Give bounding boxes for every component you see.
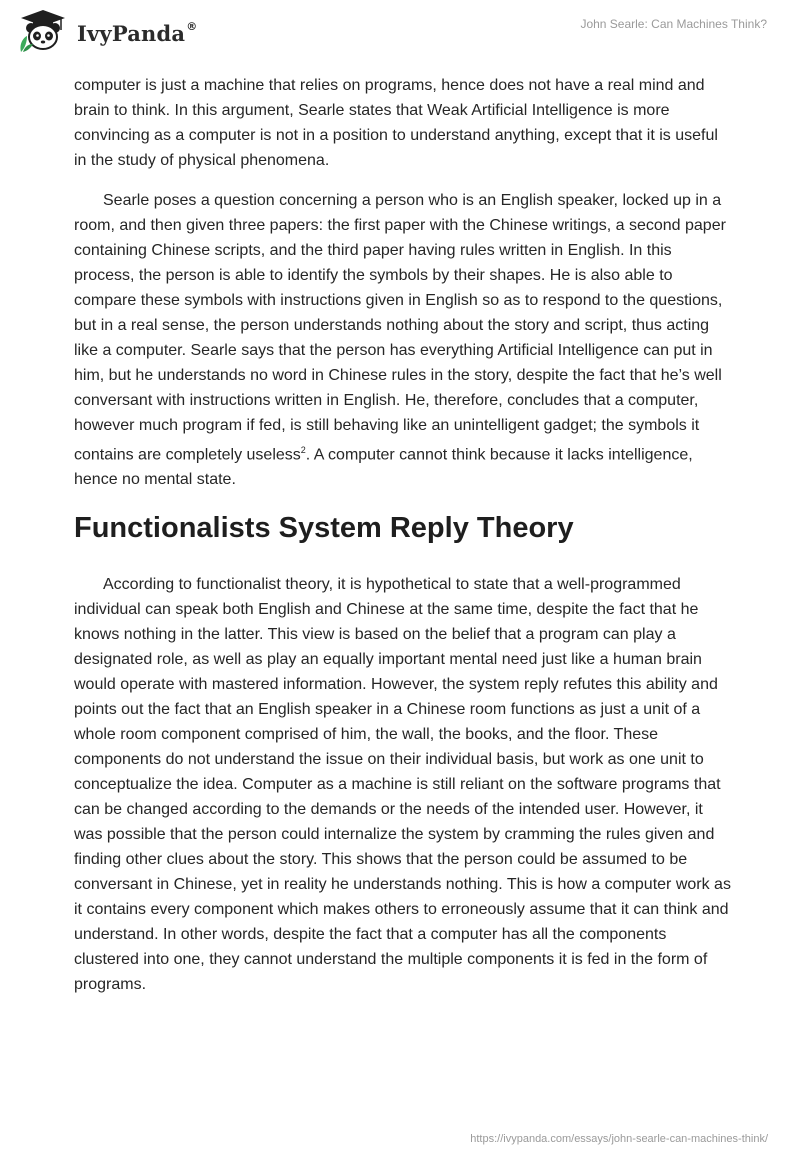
brand-name: IvyPanda® [77, 19, 198, 46]
paragraph-3: According to functionalist theory, it is hypothetical to state that a well-programmed individual can speak both English and Chinese at the same time, despite the fact that he knows nothing in the latter. This view is based on the belief that a program can play a designated role, as well as play an equally important mental need just like a human brain would operate with mastered information. However, the system reply refutes this ability and points out the fact that an English speaker in a Chinese room functions as just a unit of a whole room component comprised of him, the wall, the books, and the floor. These components do not understand the issue on their individual basis, but work as one unit to conceptualize the idea. Computer as a machine is still reliant on the software programs that can be changed according to the demands or the needs of the intended user. However, it was possible that the person could internalize the system by cramming the rules given and finding other clues about the story. This shows that the person could be assumed to be conversant in Chinese, yet in reality he understands nothing. This is how a computer work as it contains every component which makes others to erroneously assume that it can think and understand. In other words, despite the fact that a computer has all the components clustered into one, they cannot understand the multiple components it is fed in the form of programs. [74, 576, 731, 994]
source-url[interactable]: https://ivypanda.com/essays/john-searle-can-machines-think/ [470, 1133, 768, 1145]
paragraph-2 [74, 188, 734, 492]
document-title: John Searle: Can Machines Think? [580, 17, 767, 31]
footnote-reference[interactable]: 2 [300, 445, 306, 455]
paragraph-2-end: . A computer cannot think because it lacks intelligence, hence no mental state. [74, 446, 693, 489]
panda-graduation-cap-icon [15, 8, 71, 54]
ivypanda-logo[interactable] [15, 8, 197, 54]
page-header [0, 0, 800, 64]
essay-content [74, 73, 734, 1011]
paragraph-1: computer is just a machine that relies on programs, hence does not have a real mind and brain to think. In this argument, Searle states that Weak Artificial Intelligence is more convincing as a computer is not in a position to understand anything, except that it is useful in the study of physical phenomena. [74, 77, 718, 169]
paragraph-2-text: Searle poses a question concerning a person who is an English speaker, locked up in a room, and then given three papers: the first paper with the Chinese writings, a second paper containing Chinese scripts, and the third paper having rules written in English. In this process, the person is able to identify the symbols by their shapes. He is also able to compare these symbols with instructions given in English so as to respond to the questions, but in a real sense, the person understands nothing about the story and script, thus acting like a computer. Searle says that the person has everything Artificial Intelligence can put in him, but he understands no word in Chinese rules in the story, despite the fact that he’s well conversant with instructions written in English. He, therefore, concludes that a computer, however much program if fed, is still behaving like an unintelligent gadget; the symbols it contains are completely useless [74, 192, 726, 464]
trademark-symbol: ® [186, 19, 198, 33]
section-heading: Functionalists System Reply Theory [74, 512, 574, 545]
